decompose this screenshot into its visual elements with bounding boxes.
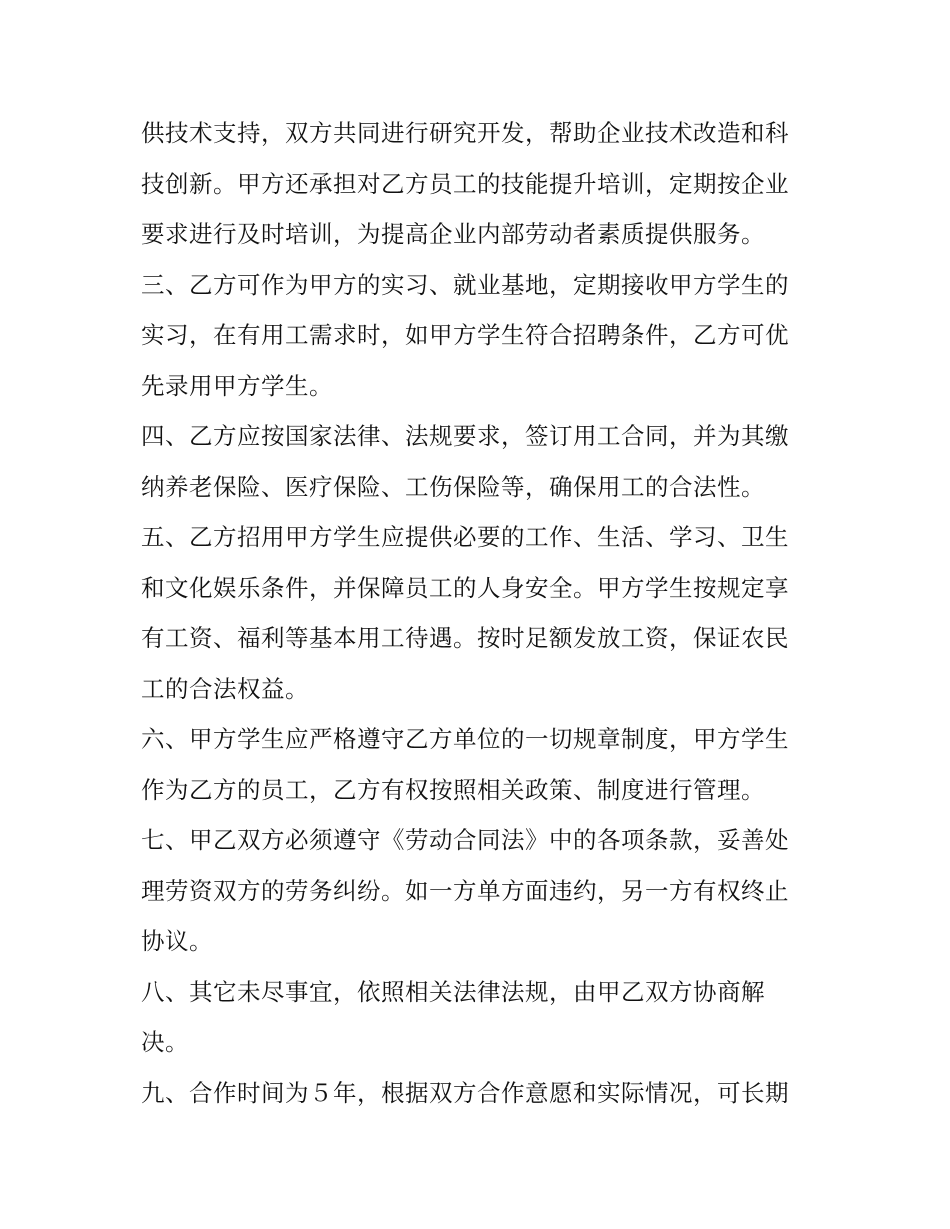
clause-5-line: 五、乙方招用甲方学生应提供必要的工作、生活、学习、卫生 <box>141 523 789 551</box>
text-line: 和文化娱乐条件，并保障员工的人身安全。甲方学生按规定享 <box>141 573 789 602</box>
text-line: 决。 <box>141 1028 189 1056</box>
clause-3-line: 三、乙方可作为甲方的实习、就业基地，定期接收甲方学生的 <box>141 270 789 299</box>
text-line: 理劳资双方的劳务纠纷。如一方单方面违约，另一方有权终止 <box>141 876 789 905</box>
clause-4-line: 四、乙方应按国家法律、法规要求，签订用工合同，并为其缴 <box>141 422 789 450</box>
text-line: 有工资、福利等基本用工待遇。按时足额发放工资，保证农民 <box>141 624 789 652</box>
text-line: 技创新。甲方还承担对乙方员工的技能提升培训，定期按企业 <box>141 169 789 198</box>
text-line: 作为乙方的员工，乙方有权按照相关政策、制度进行管理。 <box>141 775 765 804</box>
text-line: 供技术支持，双方共同进行研究开发，帮助企业技术改造和科 <box>141 119 789 147</box>
agreement-body-text <box>141 108 821 1118</box>
clause-9-line: 九、合作时间为５年，根据双方合作意愿和实际情况，可长期 <box>141 1078 789 1107</box>
text-line: 协议。 <box>141 927 213 955</box>
clause-8-line: 八、其它未尽事宜，依照相关法律法规，由甲乙双方协商解 <box>141 977 765 1006</box>
text-line: 工的合法权益。 <box>141 674 309 703</box>
text-line: 实习，在有用工需求时，如甲方学生符合招聘条件，乙方可优 <box>141 321 789 349</box>
clause-6-line: 六、甲方学生应严格遵守乙方单位的一切规章制度，甲方学生 <box>141 725 789 753</box>
text-line: 纳养老保险、医疗保险、工伤保险等，确保用工的合法性。 <box>141 472 765 501</box>
clause-7-line: 七、甲乙双方必须遵守《劳动合同法》中的各项条款，妥善处 <box>141 826 789 854</box>
text-line: 先录用甲方学生。 <box>141 371 333 400</box>
text-line: 要求进行及时培训，为提高企业内部劳动者素质提供服务。 <box>141 220 765 248</box>
